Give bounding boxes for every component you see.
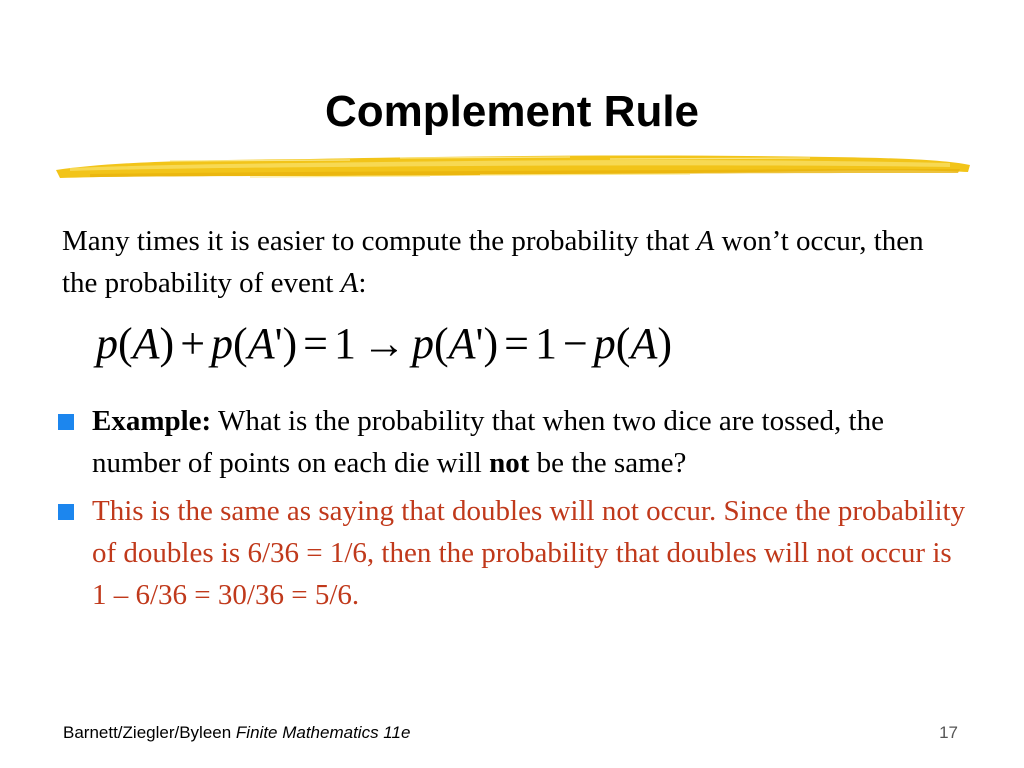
formula-minus: − xyxy=(562,319,588,368)
formula-p: p xyxy=(593,319,616,368)
formula-event: A xyxy=(630,319,658,368)
intro-event-variable: A xyxy=(340,267,359,299)
formula-paren: ( xyxy=(118,319,133,368)
example-question-text: What is the probability that when two dice are tossed, the number of points on each die will xyxy=(92,405,884,479)
formula-p: p xyxy=(211,319,234,368)
formula-one: 1 xyxy=(334,319,356,368)
formula-equals: = xyxy=(303,319,328,368)
intro-text-3: : xyxy=(358,267,367,299)
formula-one: 1 xyxy=(534,319,557,368)
bullet-solution xyxy=(92,490,972,616)
intro-paragraph xyxy=(62,220,962,304)
page-number: 17 xyxy=(939,723,958,742)
formula-paren: ) xyxy=(657,319,672,368)
bullet-example xyxy=(92,400,972,484)
slide-title: Complement Rule xyxy=(324,87,700,136)
formula-paren: ( xyxy=(434,319,449,368)
intro-event-variable: A xyxy=(696,225,715,257)
intro-text-1: Many times it is easier to compute the probability that xyxy=(62,225,697,257)
footer-citation xyxy=(63,722,410,744)
example-label: Example: xyxy=(92,405,212,437)
formula-paren: ( xyxy=(615,319,631,368)
footer-book-title: Finite Mathematics 11e xyxy=(235,723,411,742)
formula-event: A xyxy=(448,319,476,368)
formula-paren: ) xyxy=(282,319,298,368)
formula-plus: + xyxy=(180,319,206,368)
formula-prime: ' xyxy=(475,319,484,368)
solution-text: This is the same as saying that doubles will not occur. Since the probability of doubles is 6/36 = 1/6, then the probability that doubles will not occur is 1 – 6/36 = 30/36 = 5/6. xyxy=(92,495,966,611)
formula-event: A xyxy=(132,319,160,368)
formula-paren: ( xyxy=(233,319,248,368)
formula-event: A xyxy=(247,319,275,368)
formula-arrow: → xyxy=(362,319,406,368)
formula-p: p xyxy=(96,319,118,368)
formula-prime: ' xyxy=(274,319,283,368)
example-emphasis: not xyxy=(489,447,530,479)
formula-equals: = xyxy=(504,319,529,368)
formula-paren: ) xyxy=(159,319,175,368)
formula-p: p xyxy=(412,319,434,368)
example-question-text-end: be the same? xyxy=(529,447,687,479)
footer-authors: Barnett/Ziegler/Byleen xyxy=(63,723,236,742)
title-underline-brush-stroke xyxy=(50,148,975,184)
bullet-square-icon xyxy=(58,504,74,520)
bullet-square-icon xyxy=(58,414,74,430)
formula-paren: ) xyxy=(483,319,499,368)
complement-rule-formula xyxy=(96,314,916,374)
intro-text-2: won’t occur, then the probability of event xyxy=(62,225,924,299)
